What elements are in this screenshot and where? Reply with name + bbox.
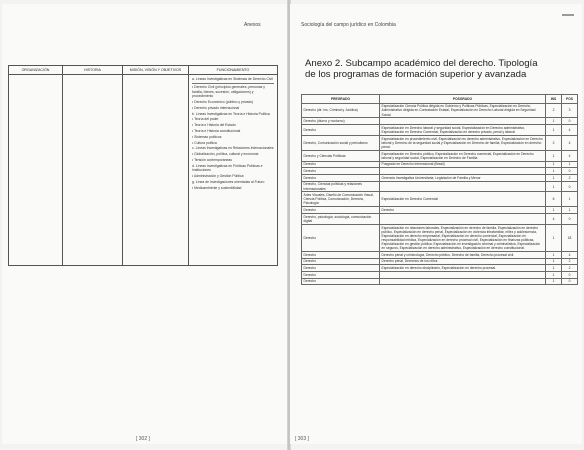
cell-pos: 0 — [562, 118, 578, 125]
cell-posgrado — [380, 168, 546, 175]
cell-pregrado: Derecho (dir. Ins. Criminal y Jurídica) — [302, 103, 380, 118]
cell-pos: 3 — [562, 103, 578, 118]
programs-table — [301, 94, 578, 285]
left-table-body — [9, 75, 277, 265]
cell-pregrado: Derecho — [302, 251, 380, 258]
cell-pos: 0 — [562, 168, 578, 175]
table-row — [302, 168, 578, 175]
list-item: • Teoría e Historia constitucional — [192, 129, 241, 134]
cell-pregrado: Derecho — [302, 207, 380, 214]
cell-pregrado: Derecho — [302, 224, 380, 251]
table-row — [302, 251, 578, 258]
table-row — [302, 103, 578, 118]
list-item: a. Líneas Investigativas en Sistemas de Derecho Civil — [192, 77, 273, 81]
divider — [192, 83, 274, 84]
cell-pregrado: Artes Visuales, Diseño de Comunicación Visual, Ciencia Política, Comunicación, Derecho, Psicología — [302, 192, 380, 207]
header-funcionamiento: FUNCIONAMIENTO — [216, 68, 250, 72]
cell-pos: 4 — [562, 251, 578, 258]
cell-posgrado: Especialización en relaciones laborales, Especialización en derecho de familia, Especialización en derecho público, Especialización en derecho penal, Especialización en violencia intrafamiliar, niñez y adolescencia, Especialización en derecho empresarial, Especialización en derecho comercial, Especialización en responsabilidad médica, Especialización en derecho procesal civil, Especialización en finanzas públicas, Especialización en gestión pública, Especialización en investigación criminal y criminalística, Especialización en seguros, Especialización en derecho administrativo, Especialización en derecho constitucional. — [380, 224, 546, 251]
cell-pos: 4 — [562, 135, 578, 150]
list-item: d. Líneas Investigativas en Políticas Públicas e Instituciones — [192, 163, 263, 173]
cell-ins: 6 — [546, 192, 562, 207]
list-item: • Teoría del poder — [192, 117, 219, 122]
cell-posgrado: Especialización en Derecho público, Especialización en Derecho comercial, Especialización en Derecho laboral y seguridad social, Especialización en Derecho de Familia — [380, 150, 546, 161]
cell-posgrado — [380, 214, 546, 225]
cell-ins: 1 — [546, 118, 562, 125]
cell-ins: 2 — [546, 135, 562, 150]
table-row — [302, 161, 578, 168]
cell-posgrado: Gerencia Investigativa Universitaria, Legislación de Familia y Menor — [380, 174, 546, 181]
cell-posgrado: Posgrado en Derecho Internacional (Brasil) — [380, 161, 546, 168]
list-item: • Tensión contemporáneas — [192, 157, 232, 162]
cell-posgrado: Derecho penal y criminología, Derecho público, Derecho de familia, Derecho procesal civil. — [380, 251, 546, 258]
cell-pos: 0 — [562, 278, 578, 285]
table-row — [302, 118, 578, 125]
cell-pos: 1 — [562, 161, 578, 168]
cell-ins: 1 — [546, 278, 562, 285]
programs-table-body — [302, 103, 578, 285]
cell-pos: 0 — [562, 272, 578, 279]
cell-ins: 1 — [546, 161, 562, 168]
header-pregrado: PREGRADO — [302, 95, 380, 104]
annex-title: Anexo 2. Subcampo académico del derecho. Tipología de los programas de formación superior y avanzada — [305, 58, 538, 80]
cell-pos: 1 — [562, 207, 578, 214]
cell-ins: 1 — [546, 272, 562, 279]
table-row — [302, 207, 578, 214]
table-row — [302, 214, 578, 225]
list-item: • Sistemas políticos — [192, 134, 222, 139]
cell-ins: 1 — [546, 125, 562, 136]
cell-pregrado: Derecho — [302, 174, 380, 181]
cell-posgrado — [380, 118, 546, 125]
cell-pos: 18 — [562, 224, 578, 251]
cell-posgrado: Especialización Ciencia Política dirigida en Gobierno y Políticas Públicas, Especialización en Derecho Administrativo dirigida en Contratación Estatal, Especialización en Derecho Laboral dirigida en Seguridad Social. — [380, 103, 546, 118]
list-item: • Administración y Gestión Pública — [192, 174, 244, 179]
cell-posgrado — [380, 278, 546, 285]
header-organizacion: ORGANIZACIÓN — [9, 66, 63, 74]
cell-posgrado: Especialización en procedimiento civil, Especialización en derecho administrativo, Especialización en Derecho laboral y Derecho de la seguridad social y Especialización en Derecho de familia, Especialización en derecho penal. — [380, 135, 546, 150]
cell-pos: 4 — [562, 150, 578, 161]
cell-posgrado: Especialización en Derecho Comercial — [380, 192, 546, 207]
list-item: • Teoría e Historia del Estado — [192, 123, 236, 128]
cell-pos: 2 — [562, 265, 578, 272]
left-running-head: Anexos — [244, 22, 261, 28]
cell-pos: 0 — [562, 214, 578, 225]
header-posgrado: POSGRADO — [380, 95, 546, 104]
col-historia — [63, 75, 123, 265]
right-folio: [ 303 ] — [295, 436, 309, 442]
cell-posgrado: Especialización en derecho disciplinario, Especialización en derecho procesal. — [380, 265, 546, 272]
table-row — [302, 265, 578, 272]
cell-pregrado: Derecho — [302, 168, 380, 175]
right-running-head: Sociología del campo jurídico en Colombia — [301, 22, 396, 28]
cell-pregrado: Derecho y Ciencias Políticas — [302, 150, 380, 161]
cell-pregrado: Derecho — [302, 161, 380, 168]
cell-ins: 1 — [546, 150, 562, 161]
cell-ins: 1 — [546, 251, 562, 258]
cell-pregrado: Derecho, Ciencias políticas y relaciones internacionales — [302, 181, 380, 192]
cell-ins: 1 — [546, 168, 562, 175]
list-item: • Cultura política — [192, 140, 217, 145]
col-funcionamiento — [189, 75, 277, 265]
cell-ins: 1 — [546, 207, 562, 214]
cell-pregrado: Derecho, Comunicación social y periodismo — [302, 135, 380, 150]
cell-ins: 1 — [546, 265, 562, 272]
cell-pos: 1 — [562, 192, 578, 207]
table-row — [302, 150, 578, 161]
cell-ins: 1 — [546, 181, 562, 192]
cell-pos: 2 — [562, 258, 578, 265]
table-row — [302, 181, 578, 192]
header-pos: POS — [562, 95, 578, 104]
cell-pregrado: Derecho — [302, 272, 380, 279]
cell-pos: 2 — [562, 174, 578, 181]
table-row — [302, 272, 578, 279]
table-row — [302, 135, 578, 150]
table-row — [302, 125, 578, 136]
header-historia: HISTORIA — [63, 66, 123, 74]
list-item: • Derecho privado internacional — [192, 105, 240, 110]
list-item: b. Líneas Investigativas en Teoría e Historia Política — [192, 111, 270, 116]
cell-pregrado: Derecho — [302, 125, 380, 136]
list-item: • Globalización, política, cultural y economía — [192, 152, 259, 157]
cell-ins: 2 — [546, 103, 562, 118]
cell-ins: 1 — [546, 224, 562, 251]
cell-pregrado: Derecho, psicología, sociología, comunicación digital — [302, 214, 380, 225]
list-item: • Medioambiente y sostenibilidad — [192, 185, 242, 190]
table-row — [302, 192, 578, 207]
cell-ins: 1 — [546, 174, 562, 181]
cell-posgrado — [380, 272, 546, 279]
list-item: • Derecho Civil (principios generales, personas y familia, bienes, sucesión, obligaciones) y procedimiento — [192, 85, 265, 99]
table-row — [302, 258, 578, 265]
table-header-row — [302, 95, 578, 104]
cell-pregrado: Derecho — [302, 258, 380, 265]
cell-posgrado: Derecho penal, Derechos de los niños — [380, 258, 546, 265]
header-ins: INS — [546, 95, 562, 104]
left-table — [8, 65, 278, 266]
cell-pos: 0 — [562, 181, 578, 192]
col-mision — [123, 75, 189, 265]
cell-posgrado — [380, 181, 546, 192]
page-corner-mark — [562, 14, 574, 16]
header-mision: MISIÓN, VISIÓN Y OBJETIVOS — [123, 66, 189, 74]
left-folio: [ 302 ] — [136, 436, 150, 442]
table-row — [302, 278, 578, 285]
list-item: g. Línea de Investigaciones orientadas al Futuro — [192, 179, 265, 184]
cell-posgrado: Derecho — [380, 207, 546, 214]
cell-posgrado: Especialización en Derecho laboral y seguridad social, Especialización en Derecho administrativo, Especialización en Derecho Comercial, Especialización en derecho privado, penal y laboral — [380, 125, 546, 136]
cell-ins: 1 — [546, 258, 562, 265]
table-row — [302, 174, 578, 181]
col-organizacion — [9, 75, 63, 265]
cell-ins: 4 — [546, 214, 562, 225]
table-row — [302, 224, 578, 251]
cell-pregrado: Derecho — [302, 265, 380, 272]
list-item: • Derecho Económico (público y privado) — [192, 100, 254, 105]
cell-pos: 4 — [562, 125, 578, 136]
cell-pregrado: Derecho — [302, 278, 380, 285]
cell-pregrado: Derecho (diurno y nocturno) — [302, 118, 380, 125]
list-item: c. Líneas Investigativas en Relaciones Internacionales — [192, 146, 274, 151]
left-table-header — [9, 66, 277, 75]
